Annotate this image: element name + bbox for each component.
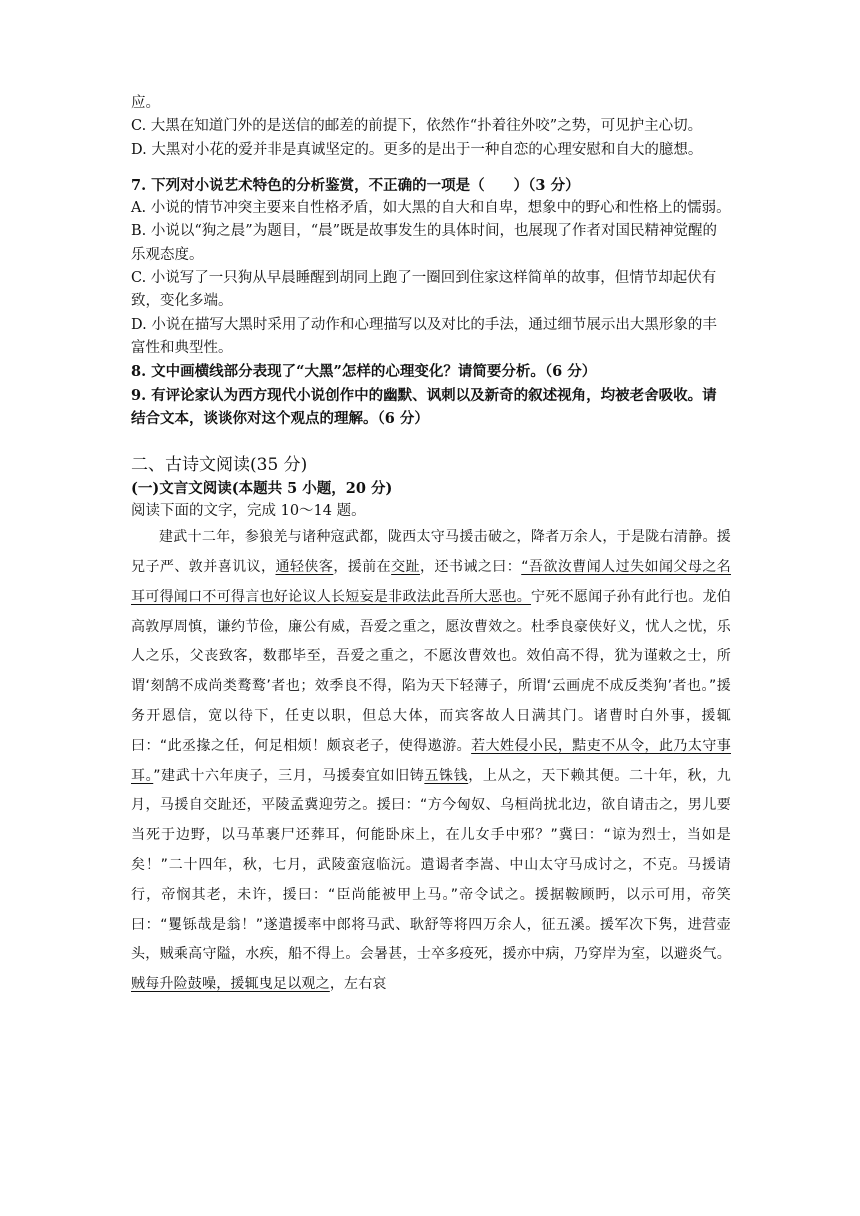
q6-option-c: C. 大黑在知道门外的是送信的邮差的前提下，依然作“扑着往外咬”之势，可见护主心切。 <box>131 118 703 135</box>
part2-heading: 二、古诗文阅读(35 分) <box>131 455 308 476</box>
part2-subheading: (一)文言文阅读(本题共 5 小题，20 分) <box>131 480 393 498</box>
q6-option-d: D. 大黑对小花的爱并非是真诚坚定的。更多的是出于一种自恋的心理安慰和自大的臆想。 <box>131 141 703 158</box>
q7-stem: 7. 下列对小说艺术特色的分析鉴赏，不正确的一项是（ ）（3 分） <box>131 176 580 194</box>
passage-text: ”建武十六年庚子，三月，马援奏宜如旧铸 <box>153 767 425 784</box>
passage-text: ，援前在 <box>333 558 392 575</box>
underlined-sentence-translate-2: 贼每升险鼓噪，援辄曳足以观之 <box>131 976 330 993</box>
q7-option-d: D. 小说在描写大黑时采用了动作和心理描写以及对比的手法，通过细节展示出大黑形象的丰富性和典型性。 <box>131 316 717 356</box>
q9-stem: 9. 有评论家认为西方现代小说创作中的幽默、讽刺以及新奇的叙述视角，均被老舍吸收。请结合文本，谈谈你对这个观点的理解。（6 分） <box>131 386 717 427</box>
underlined-term: 五铢钱 <box>424 767 469 784</box>
q7-option-a: A. 小说的情节冲突主要来自性格矛盾，如大黑的自大和自卑，想象中的野心和性格上的懦弱。 <box>131 200 731 217</box>
passage-text: ，上从之，天下赖其便。二十年，秋，九月，马援自交趾还，平陵孟冀迎劳之。援曰：“方今匈奴、乌桓尚扰北边，欲自请击之，男儿要当死于边野，以马革裹尸还葬耳，何能卧床上，在儿女手中邪？”冀曰：“谅为烈士，当如是矣！”二十四年，秋，七月，武陵蛮寇临沅。遣谒者李嵩、中山太守马成讨之，不克。马援请行，帝悯其老，未许，援曰：“臣尚能被甲上马。”帝令试之。援据鞍顾眄，以示可用，帝笑曰：“矍铄哉是翁！”遂遣援率中郎将马武、耿舒等将四万余人，征五溪。援军次下隽，进营壶头，贼乘高守隘，水疾，船不得上。会暑甚，士卒多疫死，援亦中病，乃穿岸为室，以避炎气。 <box>131 767 731 963</box>
passage-text: 建武十二年，参狼羌与诸种寇武都，陇西太守马援击破之，降者万余人，于是陇右清静。援兄子严、敦并喜讥议， <box>131 529 731 575</box>
underlined-sentence-translate-1: 若大姓侵小民，黠吏不从令，此乃太守事耳。 <box>131 737 731 784</box>
passage-text: ，还书诫之曰： <box>420 558 522 575</box>
q6-option-b-end: 应。 <box>131 95 160 111</box>
classical-chinese-passage <box>131 523 731 1000</box>
underlined-sentence-punctuation: “吾欲汝曹闻人过失如闻父母之名耳可得闻口不可得言也好论议人长短妄是非政法此吾所大恶也。 <box>131 558 731 605</box>
q8-stem: 8. 文中画横线部分表现了“大黑”怎样的心理变化？请简要分析。（6 分） <box>131 363 597 381</box>
q7-option-c: C. 小说写了一只狗从早晨睡醒到胡同上跑了一圈回到住家这样简单的故事，但情节却起伏有致，变化多端。 <box>131 270 717 310</box>
q7-option-b: B. 小说以“狗之晨”为题目，“晨”既是故事发生的具体时间，也展现了作者对国民精神觉醒的乐观态度。 <box>131 223 718 263</box>
passage-text: 宁死不愿闻子孙有此行也。龙伯高敦厚周慎，谦约节俭，廉公有威，吾爱之重之，愿汝曹效之。杜季良豪侠好义，忧人之忧，乐人之乐，父丧致客，数郡毕至，吾爱之重之，不愿汝曹效也。效伯高不得，犹为谨敕之士，所谓‘刻鹄不成尚类鹜鹜’者也；效季良不得，陷为天下轻薄子，所谓‘云画虎不成反类狗’者也。”援务开恩信，宽以待下，任吏以职，但总大体，而宾客故人日满其门。诸曹时白外事，援辄曰：“此丞掾之任，何足相烦！颇哀老子，使得遨游。 <box>131 588 731 754</box>
exam-page <box>131 92 731 1000</box>
underlined-place-name: 交趾 <box>391 558 421 575</box>
passage-text: ，左右哀 <box>329 976 387 993</box>
underlined-phrase: 通轻侠客 <box>275 558 334 575</box>
reading-instruction: 阅读下面的文字，完成 10～14 题。 <box>131 503 366 520</box>
